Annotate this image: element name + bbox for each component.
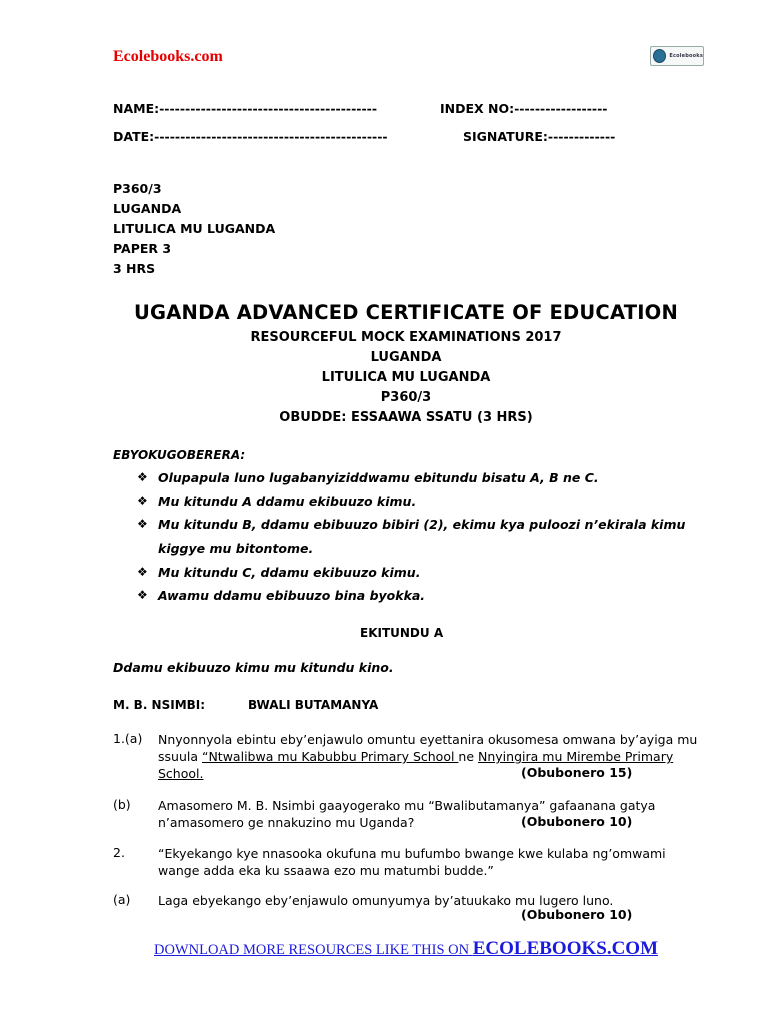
paper-number: PAPER 3 (113, 241, 172, 256)
chapter-title: School. (158, 766, 204, 781)
exam-duration: OBUDDE: ESSAAWA SSATU (3 HRS) (279, 410, 533, 425)
question-number: (a) (113, 892, 131, 907)
marks-label: (Obubonero 15) (521, 765, 633, 780)
paper-code: P360/3 (113, 181, 162, 196)
question-text-segment: ne (458, 749, 479, 764)
question-number: 1.(a) (113, 731, 143, 746)
exam-paper-code: P360/3 (380, 390, 432, 405)
book-title: BWALI BUTAMANYA (248, 698, 379, 712)
chapter-title: “Ntwalibwa mu Kabubbu Primary School (201, 749, 459, 764)
question-line: Laga ebyekango eby’enjawulo omunyumya by’atuukako mu lugero luno. (158, 893, 614, 908)
ecolebooks-logo (650, 46, 704, 66)
question-line (158, 748, 700, 765)
instruction-item: Olupapula luno lugabanyiziddwamu ebitundu bisatu A, B ne C. (158, 470, 599, 485)
instruction-item: Mu kitundu B, ddamu ebibuuzo bibiri (2), ekimu kya puloozi n’ekirala kimu (158, 517, 686, 532)
instruction-item-continued: kiggye mu bitontome. (158, 541, 314, 556)
question-number: (b) (113, 797, 131, 812)
bullet-icon: ❖ (137, 494, 148, 508)
question-number: 2. (113, 845, 125, 860)
chapter-title: Nnyingira mu Mirembe Primary (478, 749, 674, 764)
download-link-text: DOWNLOAD MORE RESOURCES LIKE THIS ON (153, 942, 473, 958)
section-intro: Ddamu ekibuuzo kimu mu kitundu kino. (113, 660, 394, 675)
bullet-icon: ❖ (137, 470, 148, 484)
site-name-header[interactable]: Ecolebooks.com (113, 48, 223, 65)
exam-title: UGANDA ADVANCED CERTIFICATE OF EDUCATION (134, 301, 678, 324)
date-field: DATE:--------------------------------------------- (113, 129, 388, 144)
exam-paper-name: LITULICA MU LUGANDA (321, 370, 491, 385)
logo-text: Ecolebooks (669, 53, 703, 59)
question-line: wange adda eka ku ssaawa ezo mu matumbi budde.” (158, 863, 494, 878)
question-line: Amasomero M. B. Nsimbi gaayogerako mu “Bwalibutamanya” gafaanana gatya (158, 798, 656, 813)
globe-icon (653, 49, 666, 63)
question-text (158, 845, 700, 879)
question-line: “Ekyekango kye nnasooka okufuna mu bufumbo bwange kwe kulaba ng’omwami (158, 846, 666, 861)
marks-label: (Obubonero 10) (521, 907, 633, 922)
download-link[interactable] (0, 938, 768, 960)
paper-duration: 3 HRS (113, 261, 156, 276)
exam-subject: LUGANDA (370, 350, 442, 365)
instruction-item: Mu kitundu A ddamu ekibuuzo kimu. (158, 494, 417, 509)
author-name: M. B. NSIMBI: (113, 698, 206, 712)
exam-subtitle: RESOURCEFUL MOCK EXAMINATIONS 2017 (250, 330, 562, 345)
question-text-segment: ssuula (158, 749, 202, 764)
instruction-item: Mu kitundu C, ddamu ekibuuzo kimu. (158, 565, 421, 580)
download-link-site: ECOLEBOOKS.COM (472, 938, 658, 959)
index-number-field: INDEX NO:------------------ (440, 101, 608, 116)
bullet-icon: ❖ (137, 517, 148, 531)
bullet-icon: ❖ (137, 588, 148, 602)
question-line: n’amasomero ge nnakuzino mu Uganda? (158, 815, 415, 830)
paper-subject: LUGANDA (113, 201, 182, 216)
instructions-title: EBYOKUGOBERERA: (113, 448, 246, 462)
instruction-item: Awamu ddamu ebibuuzo bina byokka. (158, 588, 426, 603)
question-line: Nnyonnyola ebintu eby’enjawulo omuntu eyettanira okusomesa omwana by’ayiga mu (158, 732, 698, 747)
marks-label: (Obubonero 10) (521, 814, 633, 829)
name-field: NAME:------------------------------------------ (113, 101, 378, 116)
signature-field: SIGNATURE:------------- (463, 129, 616, 144)
bullet-icon: ❖ (137, 565, 148, 579)
paper-name: LITULICA MU LUGANDA (113, 221, 276, 236)
section-title: EKITUNDU A (360, 626, 444, 640)
